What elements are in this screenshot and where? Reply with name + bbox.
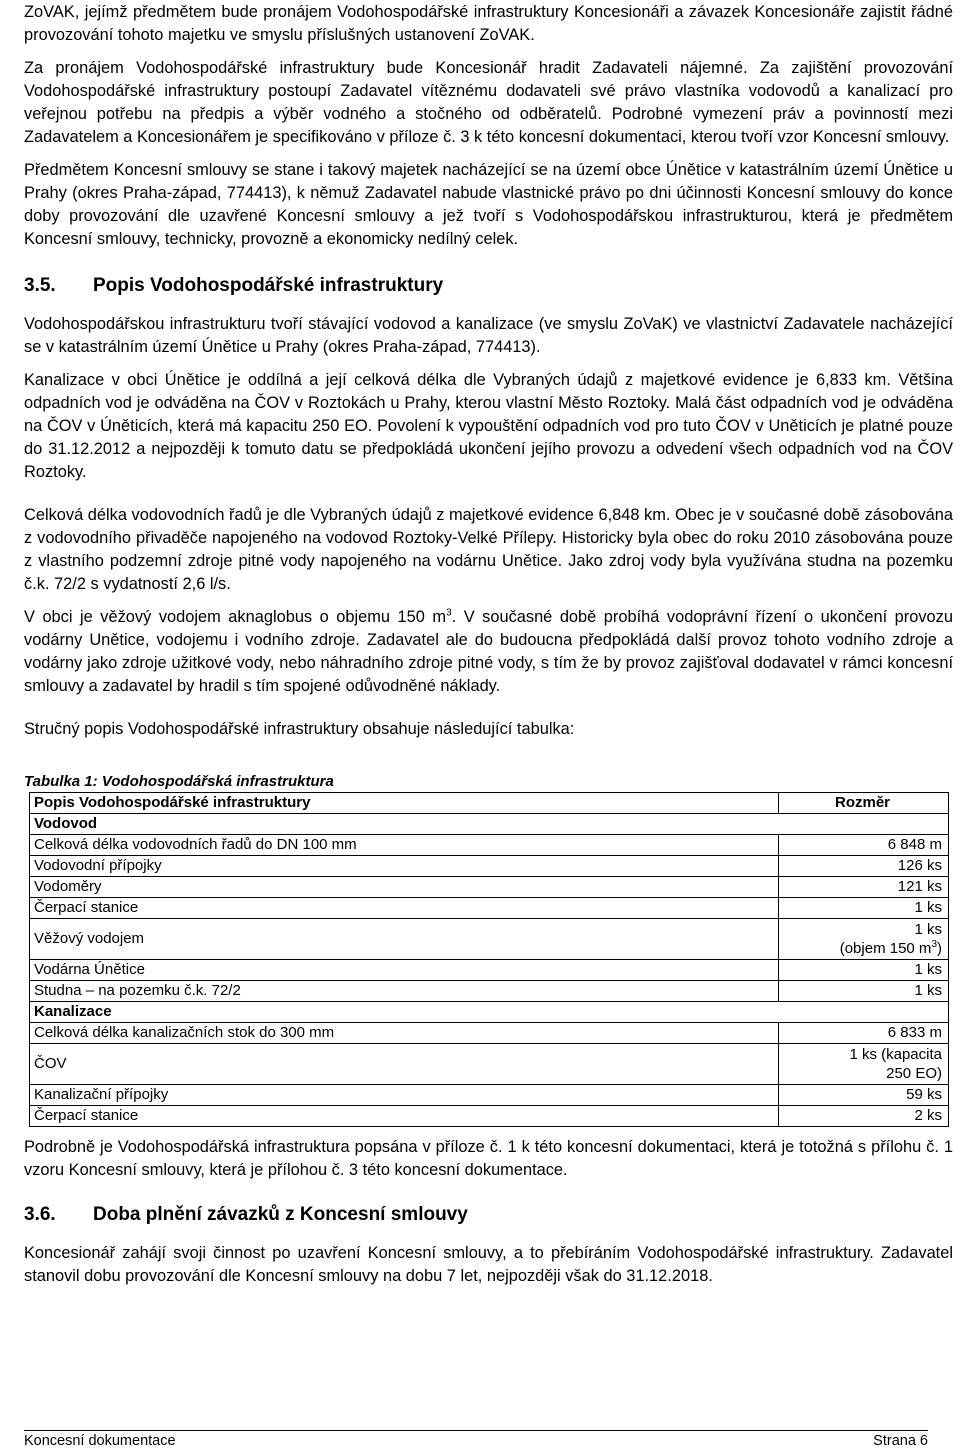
header-size: Rozměr xyxy=(779,793,949,814)
cell-name: Studna – na pozemku č.k. 72/2 xyxy=(30,981,779,1002)
section-heading-3-6 xyxy=(24,1202,953,1228)
table-body xyxy=(30,793,949,1127)
tower-text-b: . V současné době probíhá vodoprávní řízení o ukončení provozu vodárny Unětice, vodojemu i vodního zdroje. Zadavatel ale do budoucna předpokládá další provoz tohoto vodního zdroje a vodárny jako zdroje užitkové vody, nebo náhradního zdroje pitné vody, s tím že by provoz zajišťoval dodavatel v rámci koncesní smlouvy a zadavatel by hradil s tím spojené odůvodněné náklady. xyxy=(24,608,953,695)
cell-name: ČOV xyxy=(30,1044,779,1085)
paragraph-duration: Koncesionář zahájí svoji činnost po uzavření Koncesní smlouvy, a to přebíráním Vodohospodářské infrastruktury. Zadavatel stanovil dobu provozování dle Koncesní smlouvy na dobu 7 let, nejpozději však do 31.12.2018. xyxy=(24,1244,953,1285)
paragraph-sewer: Kanalizace v obci Únětice je oddílná a její celková délka dle Vybraných údajů z majetkové evidence je 6,833 km. Většina odpadních vod je odváděna na ČOV v Roztokách u Prahy, kterou vlastní Město Roztoky. Malá část odpadních vod je odváděna na ČOV v Úněticích, která má kapacitu 250 EO. Povolení k vypouštění odpadních vod pro tuto ČOV v Uněticích je platné pouze do 31.12.2012 a nejpozději k tomuto datu se předpokládá ukončení jejího provozu a odvedení všech odpadních vod na ČOV Roztoky. xyxy=(24,371,953,481)
tower-volume-b: ) xyxy=(937,940,942,957)
cell-name: Celková délka vodovodních řadů do DN 100 mm xyxy=(30,835,779,856)
group-label: Vodovod xyxy=(30,814,949,835)
table-row xyxy=(30,1106,949,1127)
cell-size: 6 848 m xyxy=(779,835,949,856)
header-name: Popis Vodohospodářské infrastruktury xyxy=(30,793,779,814)
tower-volume-sup: 3 xyxy=(931,939,937,950)
cell-size: 1 ks xyxy=(779,898,949,919)
paragraph-subject: Předmětem Koncesní smlouvy se stane i takový majetek nacházející se na území obce Únětice v katastrálním území Únětice u Prahy (okres Praha-západ, 774413), k němuž Zadavatel nabude vlastnické právo po dni účinnosti Koncesní smlouvy do konce doby provozování dle uzavřené Koncesní smlouvy a jež tvoří s Vodohospodářskou infrastrukturou, která je předmětem Koncesní smlouvy, technicky, provozně a ekonomicky nedílný celek. xyxy=(24,161,953,248)
cell-size xyxy=(779,1044,949,1085)
table-header-row xyxy=(30,793,949,814)
footer-page-number: Strana 6 xyxy=(873,1433,928,1449)
table-row xyxy=(30,1023,949,1044)
cell-size: 1 ks xyxy=(779,960,949,981)
cell-size: 1 ks xyxy=(779,981,949,1002)
infrastructure-table xyxy=(29,792,949,1127)
table-row-cov xyxy=(30,1044,949,1085)
cell-size: 6 833 m xyxy=(779,1023,949,1044)
cell-size: 2 ks xyxy=(779,1106,949,1127)
section-heading-3-5 xyxy=(24,273,953,299)
cell-name: Vodárna Únětice xyxy=(30,960,779,981)
section-title: Popis Vodohospodářské infrastruktury xyxy=(93,275,444,296)
cell-name: Čerpací stanice xyxy=(30,1106,779,1127)
cell-name: Čerpací stanice xyxy=(30,898,779,919)
paragraph-table-note: Podrobně je Vodohospodářská infrastruktura popsána v příloze č. 1 k této koncesní dokumentaci, která je totožná s přílohu č. 1 vzoru Koncesní smlouvy, která je přílohou č. 3 této koncesní dokumentace. xyxy=(24,1138,953,1179)
cell-name: Vodoměry xyxy=(30,877,779,898)
table-row xyxy=(30,835,949,856)
paragraph-tower xyxy=(24,606,953,698)
table-row xyxy=(30,856,949,877)
cell-size-line1: 1 ks xyxy=(914,921,942,938)
tower-text-a: V obci je věžový vodojem aknaglobus o objemu 150 m xyxy=(24,608,447,626)
table-caption: Tabulka 1: Vodohospodářská infrastruktura xyxy=(24,773,334,790)
tower-text-sup: 3 xyxy=(446,607,452,619)
table-row xyxy=(30,898,949,919)
paragraph-water: Celková délka vodovodních řadů je dle Vybraných údajů z majetkové evidence 6,848 km. Obec je v současné době zásobována z vodovodního přivaděče napojeného na vodovod Roztoky-Velké Přílepy. Historicky byla obec do roku 2010 zásobována pouze z vlastního podzemní zdroje pitné vody napojeného na vodárnu Unětice. Jako zdroj vody byla využívána studna na pozemku č.k. 72/2 s vydatností 2,6 l/s. xyxy=(24,506,953,593)
paragraph-zovak-intro: ZoVAK, jejímž předmětem bude pronájem Vodohospodářské infrastruktury Koncesionáři a závazek Koncesionáře zajistit řádné provozování tohoto majetku ve smyslu příslušných ustanovení ZoVAK. xyxy=(24,3,953,44)
group-row-water xyxy=(30,814,949,835)
paragraph-rent: Za pronájem Vodohospodářské infrastruktury bude Koncesionář hradit Zadavateli nájemné. Za zajištění provozování Vodohospodářské infrastruktury postoupí Zadavatel vítěznému dodavateli své právo vlastníka vodovodů a kanalizací pro veřejnou potřebu na předpis a výběr vodného a stočného od odběratelů. Podrobné vymezení práv a povinností mezi Zadavatelem a Koncesionářem je specifikováno v příloze č. 3 k této koncesní dokumentaci, kterou tvoří vzor Koncesní smlouvy. xyxy=(24,59,953,146)
group-label: Kanalizace xyxy=(30,1002,949,1023)
group-row-sewer xyxy=(30,1002,949,1023)
footer-document-name: Koncesní dokumentace xyxy=(24,1433,176,1449)
document-page xyxy=(24,0,953,1288)
table-row xyxy=(30,981,949,1002)
cell-name: Celková délka kanalizačních stok do 300 mm xyxy=(30,1023,779,1044)
cell-size: 121 ks xyxy=(779,877,949,898)
cell-size-line1: 1 ks (kapacita xyxy=(849,1046,942,1063)
cell-size: 126 ks xyxy=(779,856,949,877)
cell-size-line2: 250 EO) xyxy=(886,1065,942,1082)
section-title: Doba plnění závazků z Koncesní smlouvy xyxy=(93,1204,468,1225)
page-footer xyxy=(24,1430,928,1451)
section-number: 3.5. xyxy=(24,275,56,296)
cell-name: Vodovodní přípojky xyxy=(30,856,779,877)
table-row xyxy=(30,1085,949,1106)
paragraph-table-intro: Stručný popis Vodohospodářské infrastruktury obsahuje následující tabulka: xyxy=(24,720,575,738)
cell-size xyxy=(779,919,949,960)
section-number: 3.6. xyxy=(24,1204,56,1225)
cell-size: 59 ks xyxy=(779,1085,949,1106)
table-row xyxy=(30,877,949,898)
cell-name: Kanalizační přípojky xyxy=(30,1085,779,1106)
table-row-tower xyxy=(30,919,949,960)
cell-size-line2 xyxy=(783,939,942,958)
table-row xyxy=(30,960,949,981)
cell-name: Věžový vodojem xyxy=(30,919,779,960)
paragraph-infrastructure: Vodohospodářskou infrastrukturu tvoří stávající vodovod a kanalizace (ve smyslu ZoVaK) ve vlastnictví Zadavatele nacházející se v katastrálním území Únětice u Prahy (okres Praha-západ, 774413). xyxy=(24,315,953,356)
tower-volume-a: (objem 150 m xyxy=(839,940,932,957)
